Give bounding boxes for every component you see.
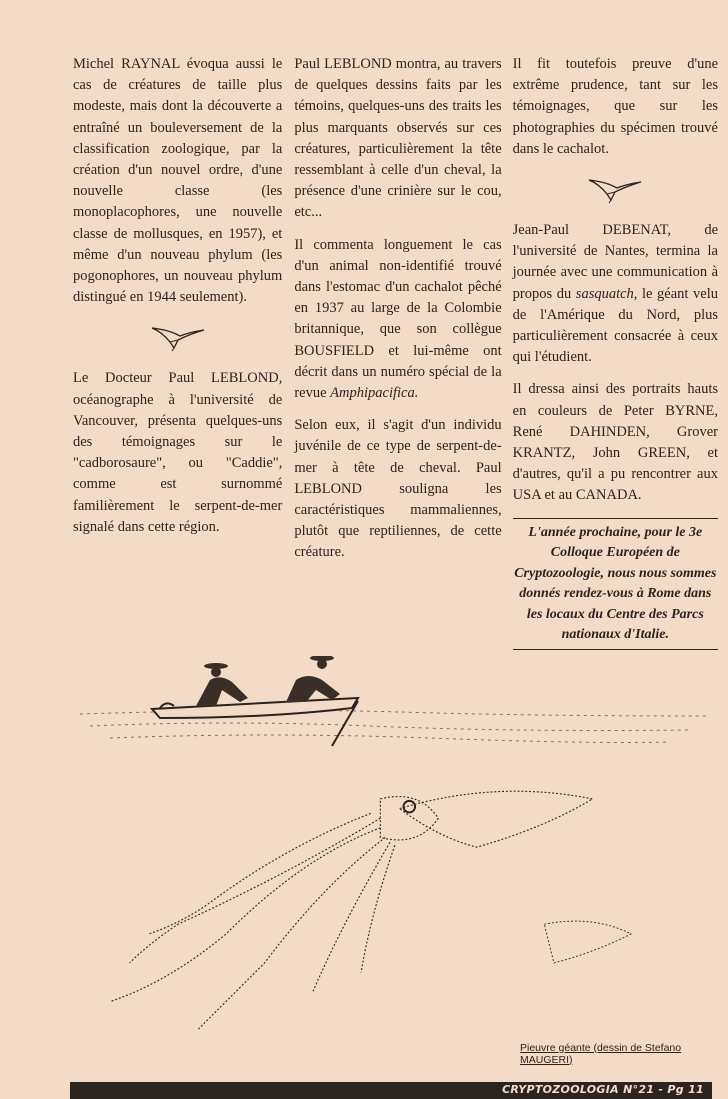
paragraph [513, 220, 718, 368]
paragraph: Il fit toutefois preuve d'une extrême prudence, tant sur les témoignages, que sur les photographies du spécimen trouvé dans le cachalot. [512, 56, 718, 157]
paragraph: Selon eux, il s'agit d'un individu juvénile de ce type de serpent-de-mer à tête de cheval. Paul LEBLOND souligna les caractéristiques mammaliennes, plutôt que reptiliennes, de cette créature. [294, 417, 502, 561]
boat-illustration [70, 656, 720, 756]
paragraph: Il dressa ainsi des portraits hauts en couleurs de Peter BYRNE, René DAHINDEN, Grover KRANTZ, John GREEN, et d'autres, qu'il a pu rencontrer aux USA et au CANADA. [512, 381, 718, 504]
announcement-box: L'année prochaine, pour le 3e Colloque Européen de Cryptozoologie, nous nous sommes donnés rendez-vous à Rome dans les locaux du Centre des Parcs nationaux d'Italie. [513, 518, 718, 650]
paragraph: Le Docteur Paul LEBLOND, océanographe à l'université de Vancouver, présenta quelques-uns des témoignages sur le "cadborosaure", ou "Caddie", comme est surnommé familièrement le serpent-de-mer signalé dans cette région. [73, 370, 283, 535]
pterodactyl-ornament-icon [585, 174, 645, 204]
paragraph-text: Jean-Paul DEBENAT, de l'université de Nantes, termina la journée avec une communication à propos du [512, 222, 718, 302]
giant-squid-illustration [80, 770, 700, 1040]
right-column-text [513, 54, 718, 650]
paragraph: Paul LEBLOND montra, au travers de quelques dessins faits par les témoins, quelques-uns des traits les plus marquants observés sur ces créatures, particulièrement la tête ressemblant à celle d'un cheval, la présence d'une crinière sur le cou, etc... [294, 56, 502, 221]
paragraph-text: Il commenta longuement le cas d'un animal non-identifié trouvé dans l'estomac d'un cachalot pêché en 1937 au large de la Colombie britannique, que son collègue BOUSFIELD et lui-même ont décrit dans un numéro spécial de la revue [294, 236, 502, 402]
paragraph [294, 235, 501, 405]
pterodactyl-ornament-icon [148, 322, 208, 352]
page-footer [70, 1082, 712, 1099]
footer-journal-page: CRYPTOZOOLOGIA N°21 - Pg 11 [502, 1082, 704, 1096]
illustration-caption: Pieuvre géante (dessin de Stefano MAUGERI) [520, 1041, 682, 1066]
paragraph: Michel RAYNAL évoqua aussi le cas de créatures de taille plus modeste, mais dont la découverte a entraîné un bouleversement de la classification zoologique, par la création d'un nouvel ordre, d'une nouvelle classe (les monoplacophores, une nouvelle classe de mollusques, en 1957), et même d'un nouveau phylum (les pogonophores, un nouveau phylum distingué en 1944 seulement). [73, 56, 283, 306]
italic-term: sasquatch [575, 285, 634, 302]
paragraph-text: , le géant velu de l'Amérique du Nord, plus particulièrement consacrée à ceux qui l'étudient. [512, 285, 718, 366]
journal-title: Amphipacifica. [330, 385, 419, 402]
left-column-text [73, 54, 282, 549]
middle-column-text [294, 54, 501, 575]
